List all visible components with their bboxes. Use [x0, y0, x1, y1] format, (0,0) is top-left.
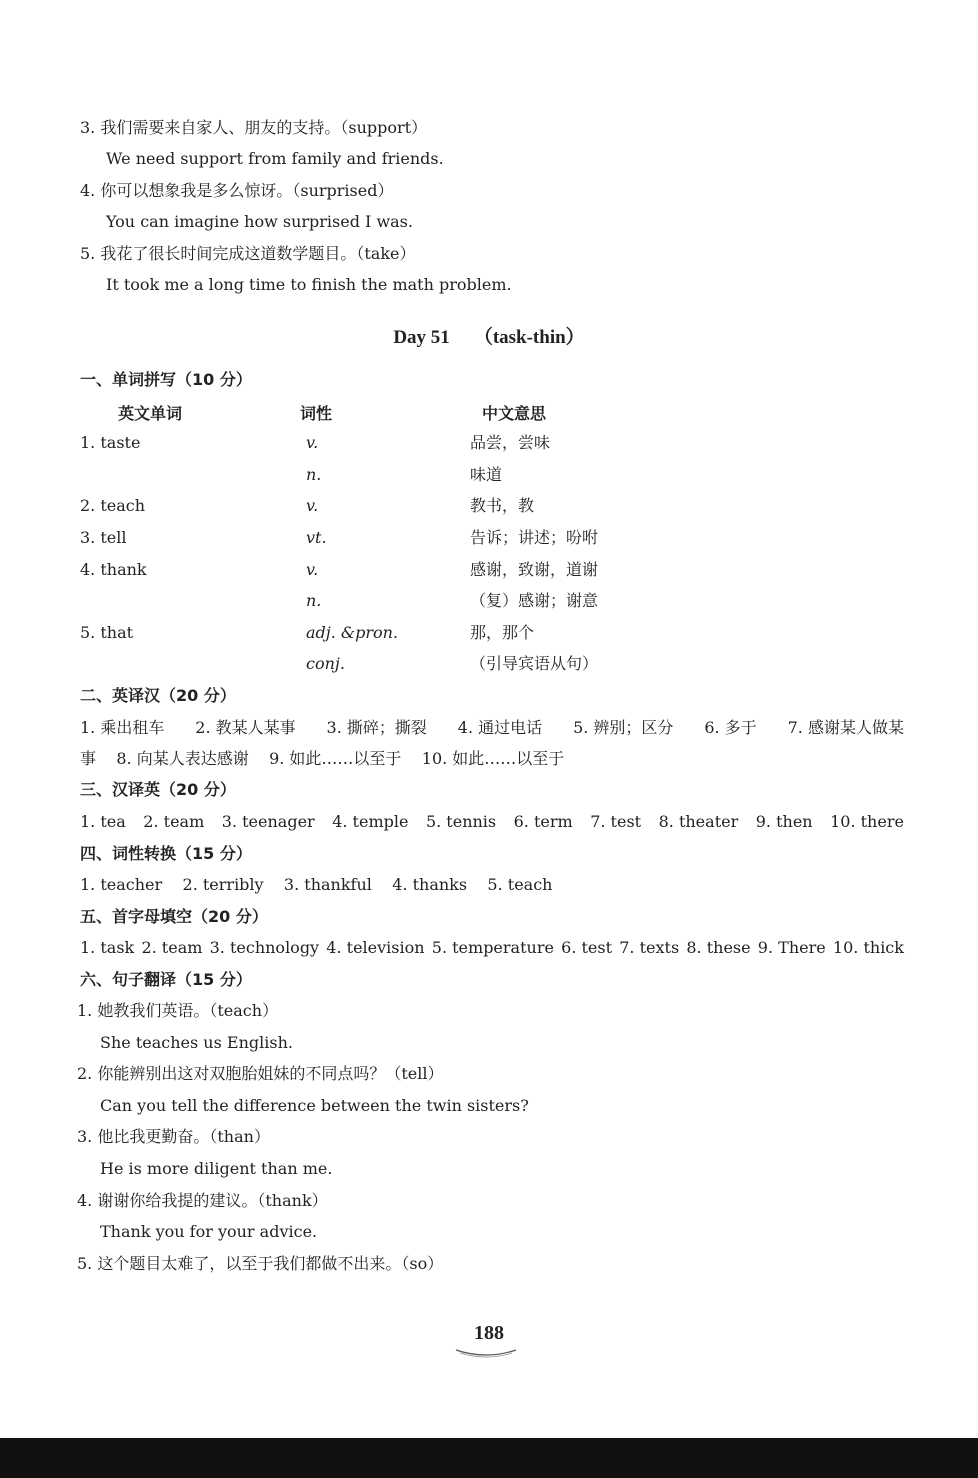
vocab-pos: n.	[306, 591, 322, 610]
section5-heading: 五、首字母填空（20 分）	[80, 907, 268, 926]
answer-item: 1. 乘出租车	[80, 718, 165, 737]
top-sentence-3-zh: 3. 我们需要来自家人、朋友的支持。（support）	[80, 118, 428, 137]
answer-item: 4. television	[326, 938, 425, 957]
answer-item: 8. these	[686, 938, 751, 957]
vocab-word: 3. tell	[80, 528, 127, 547]
sentence-4-zh: 4. 谢谢你给我提的建议。（thank）	[77, 1191, 328, 1210]
answer-item: 10. thick	[832, 938, 904, 957]
vocab-pos: v.	[306, 433, 319, 452]
answer-item: 1. task	[80, 938, 135, 957]
answer-item: 9. 如此……以至于	[269, 749, 402, 768]
answer-item: 7. texts	[619, 938, 680, 957]
vocab-word: 1. taste	[80, 433, 141, 452]
vocab-word: 2. teach	[80, 496, 146, 515]
answer-item: 3. thankful	[283, 875, 372, 894]
vocab-pos: conj.	[306, 654, 345, 673]
vocab-pos: v.	[306, 496, 319, 515]
answer-item: 5. 辨别；区分	[573, 718, 674, 737]
answer-item: 9. then	[755, 812, 813, 831]
answer-item: 8. theater	[658, 812, 739, 831]
answer-item: 5. temperature	[431, 938, 554, 957]
vocab-word: 5. that	[80, 623, 134, 642]
vocab-pos: adj. &pron.	[306, 623, 399, 642]
sentence-2-zh: 2. 你能辨别出这对双胞胎姐妹的不同点吗？（tell）	[77, 1064, 444, 1083]
vocab-pos: n.	[306, 465, 322, 484]
vocab-meaning: 感谢，致谢，道谢	[470, 560, 599, 579]
answer-item: 2. team	[143, 812, 205, 831]
section5-answers	[80, 937, 904, 959]
answer-item: 10. there	[830, 812, 904, 831]
answer-item: 10. 如此……以至于	[421, 749, 565, 768]
top-sentence-4-zh: 4. 你可以想象我是多么惊讶。（surprised）	[80, 181, 394, 200]
sentence-3-zh: 3. 他比我更勤奋。（than）	[77, 1127, 270, 1146]
top-sentence-5-zh: 5. 我花了很长时间完成这道数学题目。（take）	[80, 244, 416, 263]
sentence-5-zh: 5. 这个题目太难了，以至于我们都做不出来。（so）	[77, 1254, 444, 1273]
answer-item: 4. 通过电话	[457, 718, 543, 737]
answer-item: 3. technology	[209, 938, 320, 957]
answer-item: 3. 撕碎；撕裂	[326, 718, 427, 737]
scan-bottom-edge	[0, 1438, 978, 1478]
page-number-ornament-icon	[454, 1346, 518, 1358]
answer-item: 9. There	[757, 938, 826, 957]
col-part-of-speech: 词性	[300, 404, 333, 423]
sentence-4-en: Thank you for your advice.	[100, 1222, 318, 1241]
section2-answers-line1	[80, 717, 904, 739]
answer-item: 2. team	[141, 938, 203, 957]
vocab-meaning: （引导宾语从句）	[470, 654, 599, 673]
answer-item: 3. teenager	[221, 812, 315, 831]
section1-heading: 一、单词拼写（10 分）	[80, 370, 252, 389]
page-number: 188	[474, 1322, 504, 1344]
col-chinese-meaning: 中文意思	[482, 404, 547, 423]
answer-item: 8. 向某人表达感谢	[116, 749, 249, 768]
answer-item: 1. teacher	[80, 875, 163, 894]
answer-item: 1. tea	[80, 812, 126, 831]
vocab-pos: vt.	[306, 528, 327, 547]
section4-answers	[80, 874, 552, 896]
vocab-meaning: 品尝，尝味	[470, 433, 551, 452]
vocab-meaning: （复）感谢；谢意	[470, 591, 599, 610]
answer-item: 7. 感谢某人做某	[787, 718, 904, 737]
top-sentence-3-en: We need support from family and friends.	[106, 149, 444, 168]
answer-item: 7. test	[590, 812, 642, 831]
answer-item: 2. 教某人某事	[195, 718, 296, 737]
sentence-1-en: She teaches us English.	[100, 1033, 293, 1052]
sentence-1-zh: 1. 她教我们英语。（teach）	[77, 1001, 279, 1020]
answer-item: 6. 多于	[704, 718, 757, 737]
section2-answers-line2	[80, 748, 564, 770]
col-english-word: 英文单词	[118, 404, 183, 423]
answer-item: 5. tennis	[425, 812, 497, 831]
sentence-3-en: He is more diligent than me.	[100, 1159, 333, 1178]
answer-item: 4. thanks	[392, 875, 468, 894]
vocab-meaning: 教书，教	[470, 496, 535, 515]
vocab-meaning: 味道	[470, 465, 503, 484]
day-title: Day 51 （task-thin）	[393, 327, 585, 348]
top-sentence-4-en: You can imagine how surprised I was.	[106, 212, 413, 231]
answer-item: 6. term	[513, 812, 573, 831]
vocab-pos: v.	[306, 560, 319, 579]
section3-heading: 三、汉译英（20 分）	[80, 780, 236, 799]
section4-heading: 四、词性转换（15 分）	[80, 844, 252, 863]
section3-answers	[80, 811, 904, 833]
section6-heading: 六、句子翻译（15 分）	[80, 970, 252, 989]
answer-item: 事	[80, 749, 97, 768]
answer-item: 5. teach	[487, 875, 553, 894]
top-sentence-5-en: It took me a long time to finish the math problem.	[106, 275, 512, 294]
vocab-word: 4. thank	[80, 560, 147, 579]
sentence-2-en: Can you tell the difference between the twin sisters?	[100, 1096, 529, 1115]
answer-item: 6. test	[561, 938, 613, 957]
answer-item: 4. temple	[332, 812, 409, 831]
answer-item: 2. terribly	[182, 875, 264, 894]
vocab-meaning: 那，那个	[470, 623, 535, 642]
section2-heading: 二、英译汉（20 分）	[80, 686, 236, 705]
vocab-meaning: 告诉；讲述；吩咐	[470, 528, 599, 547]
